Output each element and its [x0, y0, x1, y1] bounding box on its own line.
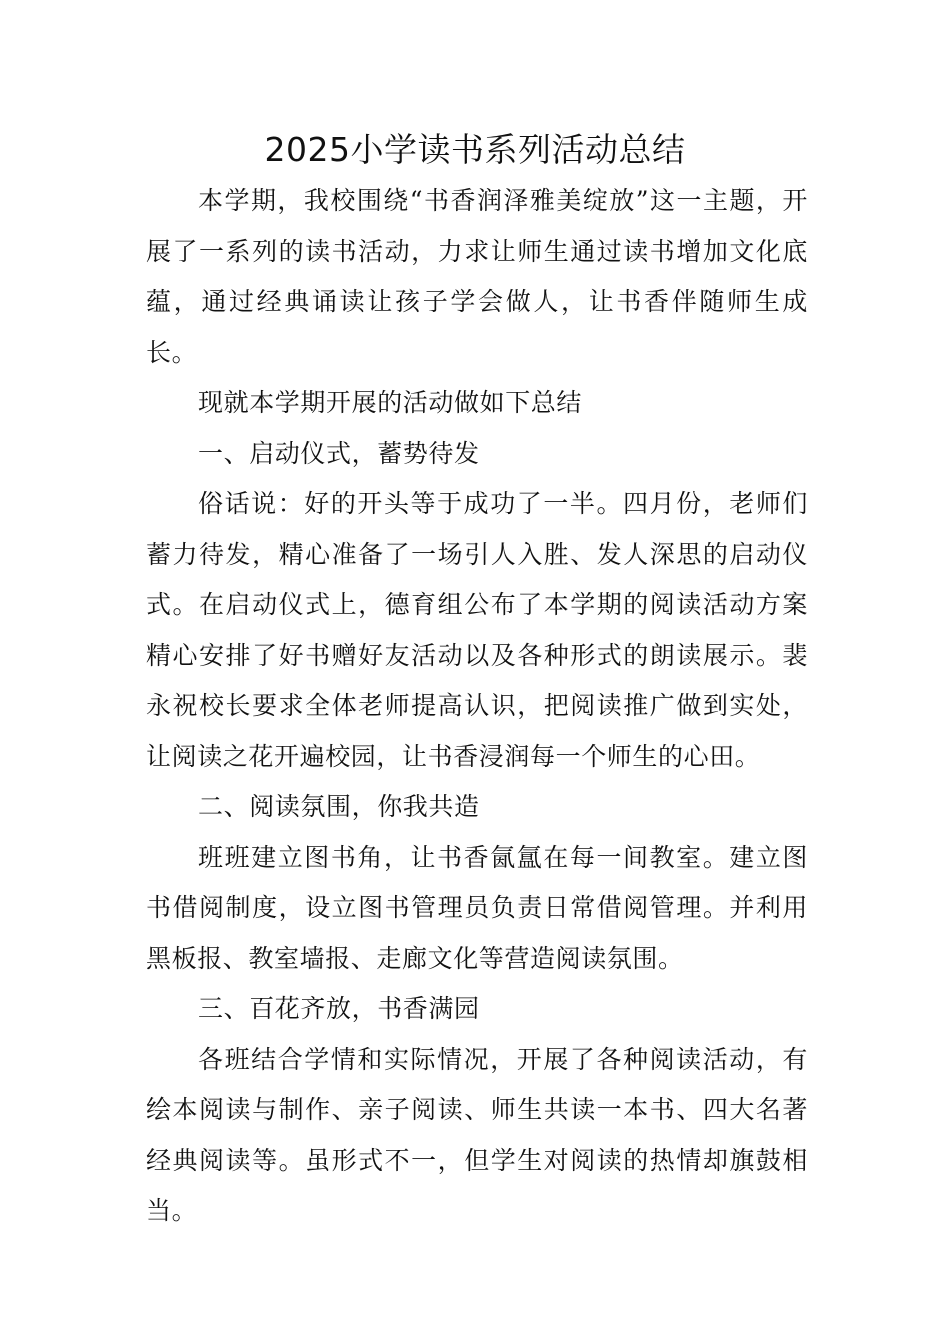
- section-heading-2: 二、阅读氛围，你我共造: [198, 792, 480, 821]
- section-heading-1: 一、启动仪式，蓄势待发: [198, 438, 480, 468]
- intro-paragraph: 本学期，我校围绕“书香润泽雅美绽放”这一主题，开展了一系列的读书活动，力求让师生通过读书增加文化底蕴，通过经典诵读让孩子学会做人，让书香伴随师生成长。: [146, 186, 808, 367]
- section-2-paragraph: 班班建立图书角，让书香氤氲在每一间教室。建立图书借阅制度，设立图书管理员负责日常借阅管理。并利用黑板报、教室墙报、走廊文化等营造阅读氛围。: [146, 842, 808, 973]
- section-1-paragraph: 俗话说：好的开头等于成功了一半。四月份，老师们蓄力待发，精心准备了一场引人入胜、发人深思的启动仪式。在启动仪式上，德育组公布了本学期的阅读活动方案精心安排了好书赠好友活动以及各种形式的朗读展示。裴永祝校长要求全体老师提高认识，把阅读推广做到实处，让阅读之花开遍校园，让书香浸润每一个师生的心田。: [146, 489, 808, 771]
- document-body: [146, 176, 808, 1237]
- document-title: 2025小学读书系列活动总结: [264, 130, 686, 169]
- section-heading-3: 三、百花齐放，书香满园: [198, 994, 480, 1023]
- section-3-paragraph: 各班结合学情和实际情况，开展了各种阅读活动，有绘本阅读与制作、亲子阅读、师生共读一本书、四大名著经典阅读等。虽形式不一，但学生对阅读的热情却旗鼓相当。: [146, 1044, 808, 1225]
- summary-lead-paragraph: 现就本学期开展的活动做如下总结: [198, 388, 583, 417]
